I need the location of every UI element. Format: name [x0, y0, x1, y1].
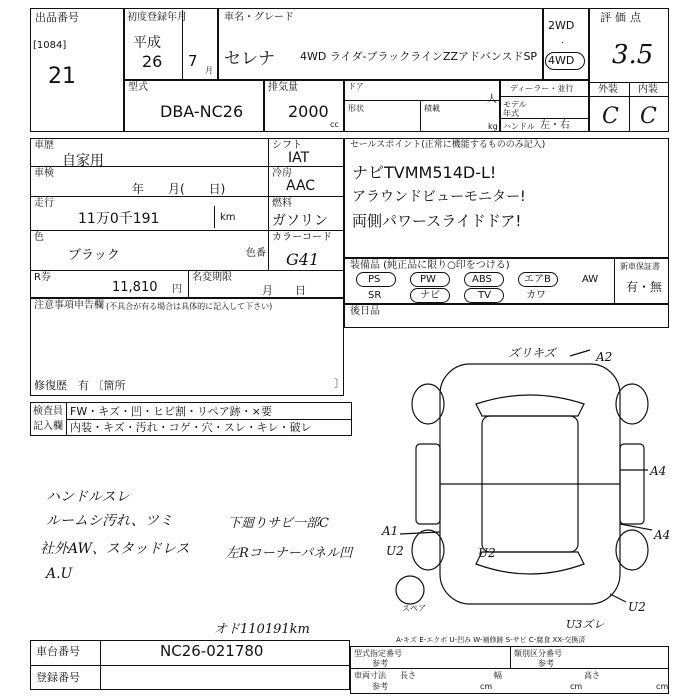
note-2: ルームシ汚れ、ツミ: [46, 513, 173, 529]
month: 7: [188, 52, 198, 70]
inspection-label: 車検: [34, 168, 54, 179]
eq-pw-label: PW: [420, 274, 436, 285]
mileage-label: 走行: [34, 198, 54, 209]
lot-sub: [1084]: [33, 40, 67, 51]
car-name: セレナ: [224, 49, 275, 69]
windshield: [476, 395, 584, 416]
drive-2wd: 2WD: [548, 19, 575, 32]
model-label: 型式: [128, 82, 148, 93]
eval-label: 評価点: [600, 11, 645, 24]
wheel-rr: [616, 530, 648, 570]
eq-ps-label: PS: [368, 274, 381, 285]
spare-label: スペア: [402, 604, 426, 613]
km-unit: km: [220, 212, 236, 223]
mark-a2: A2: [596, 350, 613, 364]
spare-wheel: [396, 576, 424, 604]
eq-sr-label: SR: [368, 290, 382, 301]
note-3: 社外AW、スタッドレス: [40, 541, 190, 557]
diagram-legend: A-キズ E-エクボ U-凹み W-補修跡 S-サビ C-腐食 XX-交換済: [396, 636, 586, 644]
shift-label: シフト: [272, 140, 302, 151]
eq-aw-label: AW: [582, 274, 599, 285]
eq-tv-label: TV: [478, 290, 491, 301]
car-diagram: [390, 334, 680, 634]
new-car-warranty: 新車保証書: [620, 262, 660, 271]
dims-ref: 参考: [372, 682, 388, 691]
exterior-grade: C: [602, 104, 619, 129]
month-unit: 月: [205, 66, 213, 75]
person-unit: 人: [487, 94, 497, 105]
selling-label: セールスポイント(正常に機能するもののみ記入): [350, 140, 546, 150]
cc-unit: cc: [330, 120, 339, 129]
type-ref: 参考: [372, 659, 388, 668]
caution-sub: (不具合が有る場合は具体的に記入して下さい): [106, 302, 273, 311]
height-cm: cm: [656, 682, 669, 691]
year: 26: [142, 52, 163, 71]
rear-label: 後日品: [350, 306, 380, 317]
note-right-2: 左Rコーナーパネル凹: [226, 546, 353, 561]
mark-u2-2: U2: [478, 546, 496, 560]
eq-navi-label: ナビ: [420, 290, 440, 301]
mark-a4-2: A4: [654, 528, 671, 542]
repair-label: 修復歴: [34, 379, 67, 392]
mark-line-a2: [570, 350, 590, 356]
category-ref: 参考: [538, 659, 554, 668]
inspector-row-2: 内装・キズ・汚れ・コゲ・穴・スレ・キレ・破レ: [70, 421, 312, 434]
shift: IAT: [288, 150, 310, 166]
disp-label: 排気量: [268, 82, 298, 93]
width-cm: cm: [570, 682, 583, 691]
width-label: 幅: [494, 671, 502, 680]
exterior-label: 外装: [598, 84, 618, 95]
kg-unit: kg: [488, 122, 498, 131]
dims-label: 車両寸法: [354, 671, 386, 680]
caution-label: 注意事項申告欄: [34, 300, 104, 311]
ac-label: 冷房: [272, 168, 292, 179]
fuel-label: 燃料: [272, 198, 292, 209]
mark-line-a4-2: [620, 524, 652, 530]
history: 自家用: [62, 153, 104, 169]
color-code: G41: [286, 250, 320, 269]
shape-label: 形状: [348, 104, 364, 113]
repair-value: 有 〔箇所: [78, 379, 126, 392]
mark-u3: U3ズレ: [566, 618, 605, 631]
reg-label: 登録番号: [36, 671, 80, 684]
length-cm: cm: [480, 682, 493, 691]
ac: AAC: [286, 178, 316, 194]
model-year-label: モデル年式: [503, 100, 527, 118]
note-1: ハンドルスレ: [46, 489, 130, 505]
selling-line-2: アラウンドビューモニター!: [352, 189, 526, 205]
left-side: [416, 444, 440, 524]
eq-abs-label: ABS: [472, 274, 492, 285]
drive-4wd: 4WD: [548, 54, 575, 67]
equipment-label: 装備品 (純正品に限り○印をつける): [350, 260, 510, 271]
mark-line-u2: [610, 594, 626, 602]
history-label: 車歴: [34, 140, 54, 151]
lot-number: 21: [48, 64, 76, 89]
inspection-value: 年 月( 日): [132, 182, 226, 196]
entry-label: 記入欄: [33, 421, 63, 432]
interior-label: 内装: [638, 84, 658, 95]
category-label: 類別区分番号: [514, 649, 562, 658]
chassis: NC26-021780: [160, 642, 264, 660]
door-box: [344, 80, 500, 132]
recycle: 11,810: [112, 280, 158, 295]
mark-a1: A1: [382, 524, 399, 538]
wheel-fl: [412, 384, 444, 424]
name-change-label: 名変期限: [192, 272, 232, 283]
eq-leather-label: カワ: [526, 290, 546, 301]
warranty-value: 有・無: [626, 280, 663, 294]
grade: 4WD ライダ-ブラックラインZZアドバンスドSP: [300, 50, 538, 63]
color: ブラック: [68, 248, 120, 263]
mark-zurikizu: ズリキズ: [508, 346, 556, 360]
mark-a4-1: A4: [650, 464, 667, 478]
recycle-label: R券: [34, 272, 51, 283]
dealer-label: ディーラー・並行: [510, 84, 574, 93]
height-label: 高さ: [584, 671, 600, 680]
lot-label: 出品番号: [35, 11, 79, 24]
lot-box: [30, 8, 124, 132]
odo-note: オド110191km: [214, 622, 310, 637]
selling-line-1: ナビTVMM514D-L!: [352, 163, 497, 182]
first-reg-label: 初度登録年月: [127, 12, 187, 23]
chassis-label: 車台番号: [36, 645, 80, 658]
displacement: 2000: [288, 102, 329, 121]
handle-value: 左・右: [540, 120, 570, 131]
capacity-label: 積載: [424, 104, 440, 113]
interior-grade: C: [640, 104, 657, 129]
note-right-1: 下廻りサビ一部C: [228, 516, 329, 531]
wheel-fr: [616, 384, 648, 424]
rear-box: [344, 304, 669, 328]
eq-airbag-label: エアB: [524, 274, 551, 285]
mileage: 11万0千191: [78, 211, 160, 227]
drive-dot: ·: [561, 38, 565, 49]
handle-label: ハンドル: [503, 122, 535, 131]
model: DBA-NC26: [160, 102, 244, 121]
color-label: 色: [34, 232, 44, 243]
inspect-label: 検査員: [33, 406, 63, 417]
wheel-rl: [412, 530, 444, 570]
inspector-row-1: FW・キズ・凹・ヒビ割・リペア跡・×要: [70, 405, 272, 418]
era: 平成: [133, 35, 161, 51]
door-label: ドア: [348, 82, 364, 91]
selling-line-3: 両側パワースライドドア!: [352, 212, 522, 230]
note-4: A.U: [46, 566, 73, 582]
mark-u2-1: U2: [386, 544, 404, 558]
type-no-label: 型式指定番号: [354, 649, 402, 658]
eval-score: 3.5: [612, 40, 654, 70]
yen-unit: 円: [172, 284, 182, 295]
mark-u2-3: U2: [628, 600, 646, 614]
name-label: 車名・グレード: [224, 12, 294, 23]
color-no-label: 色番: [246, 248, 266, 259]
repair-bracket: 〕: [334, 377, 345, 390]
color-code-label: カラーコード: [272, 232, 332, 243]
right-side: [620, 444, 644, 524]
name-change-value: 月 日: [262, 284, 306, 297]
length-label: 長さ: [400, 671, 416, 680]
fuel: ガソリン: [272, 213, 328, 229]
